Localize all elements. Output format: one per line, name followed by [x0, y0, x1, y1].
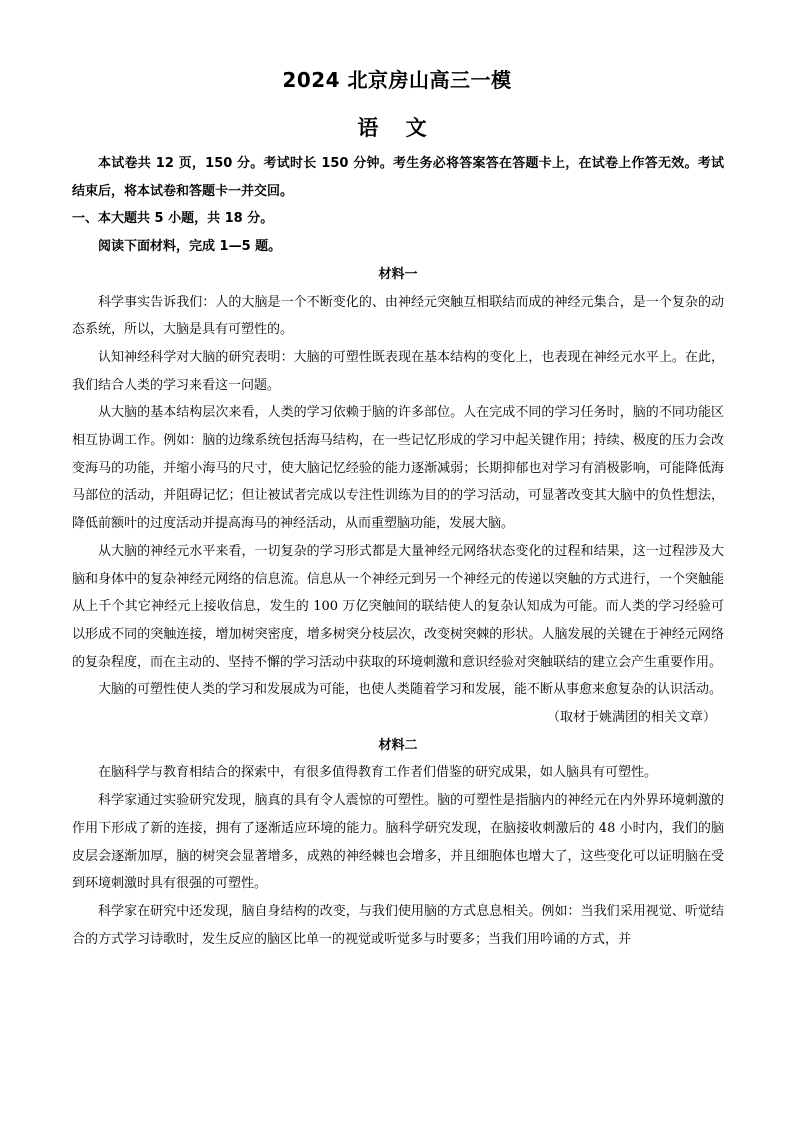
- subject-title: 语 文: [357, 116, 437, 140]
- document-body: [72, 150, 724, 953]
- material-2-paragraph: 在脑科学与教育相结合的探索中，有很多值得教育工作者们借鉴的研究成果，如人脑具有可塑性。: [98, 765, 658, 781]
- exam-title: 2024 北京房山高三一模: [282, 68, 512, 92]
- exam-instructions: 本试卷共 12 页，150 分。考试时长 150 分钟。考生务必将答案答在答题卡上，在试卷上作答无效。考试结束后，将本试卷和答题卡一并交回。: [72, 156, 724, 199]
- material-2-heading: 材料二: [378, 737, 418, 753]
- material-1-source: （取材于姚满团的相关文章）: [546, 710, 716, 726]
- material-1-paragraph: 从大脑的基本结构层次来看，人类的学习依赖于脑的许多部位。人在完成不同的学习任务时，脑的不同功能区相互协调工作。例如：脑的边缘系统包括海马结构，在一些记忆形成的学习中起关键作用；持续、极度的压力会改变海马的功能，并缩小海马的尺寸，使大脑记忆经验的能力逐渐减弱；长期抑郁也对学习有消极影响，可能降低海马部位的活动，并阻碍记忆；但让被试者完成以专注性训练为目的的学习活动，可显著改变其大脑中的负性想法，降低前额叶的过度活动并提高海马的神经活动，从而重塑脑功能，发展大脑。: [72, 405, 724, 532]
- section-heading: 一、本大题共 5 小题，共 18 分。: [72, 211, 274, 227]
- reading-prompt: 阅读下面材料，完成 1—5 题。: [98, 239, 282, 255]
- material-2-paragraph: 科学家在研究中还发现，脑自身结构的改变，与我们使用脑的方式息息相关。例如：当我们采用视觉、听觉结合的方式学习诗歌时，发生反应的脑区比单一的视觉或听觉多与时要多；当我们用吟诵的方式，并: [72, 903, 724, 947]
- material-2-paragraph: 科学家通过实验研究发现，脑真的具有令人震惊的可塑性。脑的可塑性是指脑内的神经元在内外界环境刺激的作用下形成了新的连接，拥有了逐渐适应环境的能力。脑科学研究发现，在脑接收刺激后的 48 小时内，我们的脑皮层会逐渐加厚，脑的树突会显著增多，成熟的神经棘也会增多，并且细胞体也增大了，这些变化可以证明脑在受到环境刺激时具有很强的可塑性。: [72, 793, 724, 892]
- material-1-paragraph: 认知神经科学对大脑的研究表明：大脑的可塑性既表现在基本结构的变化上，也表现在神经元水平上。在此，我们结合人类的学习来看这一问题。: [72, 349, 724, 393]
- material-1-paragraph: 科学事实告诉我们：人的大脑是一个不断变化的、由神经元突触互相联结而成的神经元集合，是一个复杂的动态系统，所以，大脑是具有可塑性的。: [72, 294, 724, 338]
- material-1-paragraph: 大脑的可塑性使人类的学习和发展成为可能，也使人类随着学习和发展，能不断从事愈来愈复杂的认识活动。: [98, 682, 723, 698]
- material-1-paragraph: 从大脑的神经元水平来看，一切复杂的学习形式都是大量神经元网络状态变化的过程和结果，这一过程涉及大脑和身体中的复杂神经元网络的信息流。信息从一个神经元到另一个神经元的传递以突触的方式进行，一个突触能从上千个其它神经元上接收信息，发生的 100 万亿突触间的联结使人的复杂认知成为可能。而人类的学习经验可以形成不同的突触连接，增加树突密度，增多树突分枝层次，改变树突棘的形状。人脑发展的关键在于神经元网络的复杂程度，而在主动的、坚持不懈的学习活动中获取的环境刺激和意识经验对突触联结的建立会产生重要作用。: [72, 543, 724, 670]
- material-1-heading: 材料一: [378, 266, 418, 282]
